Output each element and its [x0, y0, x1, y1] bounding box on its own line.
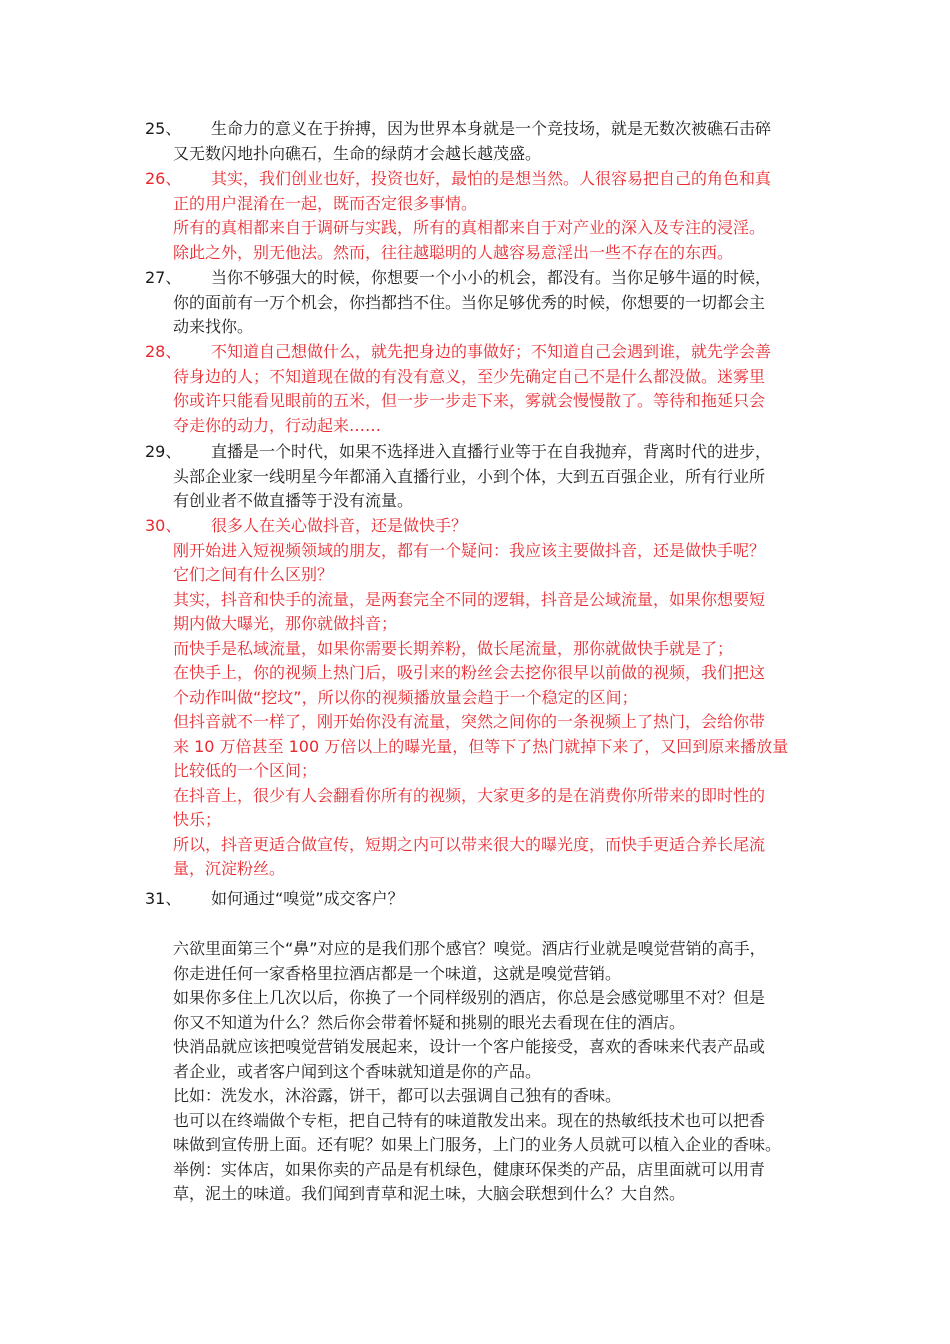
- item-line: 而快手是私域流量，如果你需要长期养粉，做长尾流量，那你就做快手就是了；: [173, 638, 734, 658]
- paragraph-line: 快消品就应该把嗅觉营销发展起来，设计一个客户能接受，喜欢的香味来代表产品或: [173, 1037, 766, 1056]
- item-line: 刚开始进入短视频领域的朋友，都有一个疑问：我应该主要做抖音，还是做快手呢？: [173, 540, 766, 560]
- item-number: 26、: [145, 169, 182, 188]
- body-paragraph: [173, 937, 823, 1207]
- item-line: 除此之外，别无他法。然而，往往越聪明的人越容易意淫出一些不存在的东西。: [173, 242, 734, 262]
- item-line: 正的用户混淆在一起，既而否定很多事情。: [173, 193, 478, 213]
- item-number: 25、: [145, 119, 182, 138]
- item-line: 不知道自己想做什么，就先把身边的事做好；不知道自己会遇到谁，就先学会善: [211, 342, 772, 361]
- item-number: 29、: [145, 442, 182, 461]
- paragraph-line: 六欲里面第三个“鼻”对应的是我们那个感官？嗅觉。酒店行业就是嗅觉营销的高手，: [173, 939, 766, 958]
- paragraph-line: 比如：洗发水，沐浴露，饼干，都可以去强调自己独有的香味。: [173, 1086, 622, 1105]
- item-line: 但抖音就不一样了，刚开始你没有流量，突然之间你的一条视频上了热门，会给你带: [173, 712, 766, 731]
- item-number: 28、: [145, 342, 182, 361]
- item-line: 其实，抖音和快手的流量，是两套完全不同的逻辑，抖音是公域流量，如果你想要短: [173, 589, 766, 609]
- paragraph-line: 味做到宣传册上面。还有呢？如果上门服务，上门的业务人员就可以植入企业的香味。: [173, 1135, 782, 1154]
- item-line: 又无数闪地扑向礁石，生命的绿荫才会越长越茂盛。: [173, 143, 542, 163]
- item-line: 在抖音上，很少有人会翻看你所有的视频，大家更多的是在消费你所带来的即时性的: [173, 785, 766, 805]
- item-line: 个动作叫做“挖坟”，所以你的视频播放量会趋于一个稳定的区间；: [173, 687, 638, 707]
- item-line: 如何通过“嗅觉”成交客户？: [211, 889, 404, 908]
- item-number: 30、: [145, 516, 182, 535]
- item-line: 比较低的一个区间；: [173, 761, 318, 780]
- item-number: 27、: [145, 268, 182, 287]
- item-line: 所以，抖音更适合做宣传，短期之内可以带来很大的曝光度，而快手更适合养长尾流: [173, 834, 766, 854]
- item-31: [145, 887, 815, 912]
- item-line: 夺走你的动力，行动起来……: [173, 415, 382, 435]
- item-line: 它们之间有什么区别？: [173, 565, 334, 584]
- item-line: 你或许只能看见眼前的五米，但一步一步走下来，雾就会慢慢散了。等待和拖延只会: [173, 391, 766, 410]
- item-line: 量，沉淀粉丝。: [173, 859, 286, 878]
- item-line: 当你不够强大的时候，你想要一个小小的机会，都没有。当你足够牛逼的时候，: [211, 268, 772, 287]
- item-line: 所有的真相都来自于调研与实践，所有的真相都来自于对产业的深入及专注的浸淫。: [173, 218, 766, 237]
- item-line: 生命力的意义在于拚搏，因为世界本身就是一个竞技场，就是无数次被礁石击碎: [211, 119, 772, 138]
- paragraph-line: 草，泥土的味道。我们闻到青草和泥土味，大脑会联想到什么？大自然。: [173, 1184, 686, 1203]
- item-line: 动来找你。: [173, 317, 254, 336]
- item-30: [145, 514, 815, 882]
- item-line: 有创业者不做直播等于没有流量。: [173, 491, 414, 510]
- item-number: 31、: [145, 889, 182, 908]
- item-line: 在快手上，你的视频上热门后，吸引来的粉丝会去挖你很早以前做的视频，我们把这: [173, 663, 766, 682]
- item-line: 你的面前有一万个机会，你挡都挡不住。当你足够优秀的时候，你想要的一切都会主: [173, 292, 766, 312]
- paragraph-line: 也可以在终端做个专柜，把自己特有的味道散发出来。现在的热敏纸技术也可以把香: [173, 1110, 766, 1130]
- paragraph-line: 举例：实体店，如果你卖的产品是有机绿色，健康环保类的产品，店里面就可以用青: [173, 1159, 766, 1179]
- item-25: [145, 117, 815, 166]
- item-line: 期内做大曝光，那你就做抖音；: [173, 614, 398, 633]
- item-line: 其实，我们创业也好，投资也好，最怕的是想当然。人很容易把自己的角色和真: [211, 169, 772, 188]
- item-line: 来 10 万倍甚至 100 万倍以上的曝光量，但等下了热门就掉下来了，又回到原来播放量: [173, 736, 789, 756]
- item-line: 直播是一个时代，如果不选择进入直播行业等于在自我抛弃，背离时代的进步，: [211, 442, 772, 461]
- paragraph-line: 你走进任何一家香格里拉酒店都是一个味道，这就是嗅觉营销。: [173, 963, 622, 983]
- item-26: [145, 167, 815, 265]
- item-line: 很多人在关心做抖音，还是做快手？: [211, 516, 468, 535]
- item-line: 头部企业家一线明星今年都涌入直播行业，小到个体，大到五百强企业，所有行业所: [173, 466, 766, 486]
- item-28: [145, 340, 815, 438]
- paragraph-line: 者企业，或者客户闻到这个香味就知道是你的产品。: [173, 1061, 542, 1081]
- paragraph-line: 你又不知道为什么？然后你会带着怀疑和挑剔的眼光去看现在住的酒店。: [173, 1012, 686, 1032]
- item-29: [145, 440, 815, 514]
- paragraph-line: 如果你多住上几次以后，你换了一个同样级别的酒店，你总是会感觉哪里不对？但是: [173, 988, 766, 1007]
- item-27: [145, 266, 815, 340]
- item-line: 快乐；: [173, 810, 222, 829]
- item-line: 待身边的人；不知道现在做的有没有意义，至少先确定自己不是什么都没做。迷雾里: [173, 366, 766, 386]
